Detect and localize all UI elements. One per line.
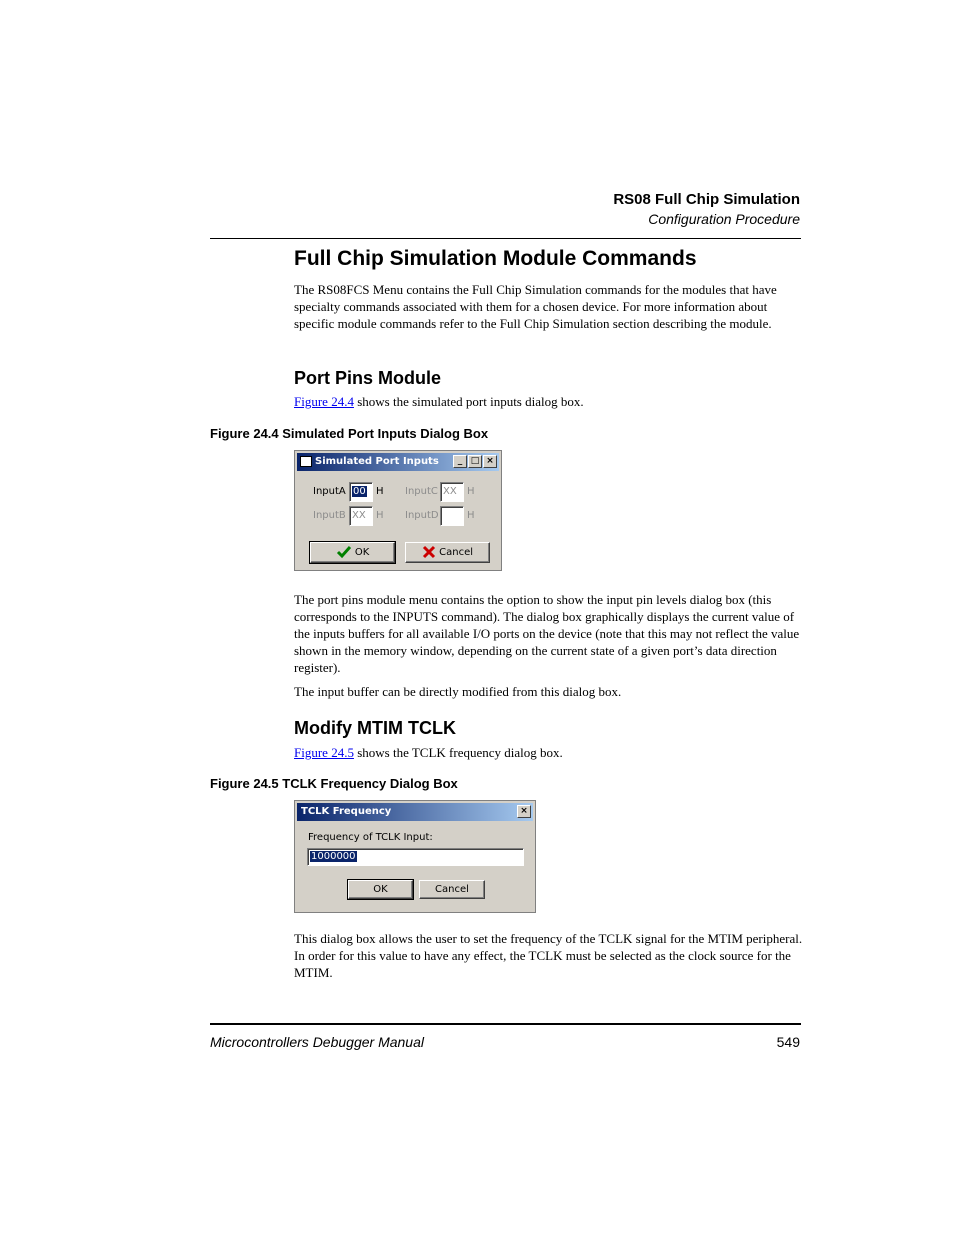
input-d-field[interactable] xyxy=(440,506,464,526)
frequency-input[interactable] xyxy=(307,848,524,866)
ok-button[interactable]: OK xyxy=(348,880,413,899)
footer-rule xyxy=(210,1023,801,1025)
dialog-titlebar[interactable] xyxy=(297,803,533,821)
port-pins-fig-ref xyxy=(294,393,804,410)
x-icon xyxy=(422,545,436,559)
cancel-button[interactable] xyxy=(405,542,490,563)
port-pins-paragraph-1: The port pins module menu contains the option to show the input pin levels dialog box (this corresponds to the INPUTS command). The dialog box graphically displays the current value of the inputs buffers for all available I/O ports on the device (note that this may not reflect the value shown in the memory window, depending on the current state of a given port’s data direction register). xyxy=(294,592,800,675)
maximize-icon[interactable]: □ xyxy=(468,455,482,468)
page-heading: Full Chip Simulation Module Commands xyxy=(294,247,697,270)
mtim-heading: Modify MTIM TCLK xyxy=(294,718,456,738)
intro-paragraph: The RS08FCS Menu contains the Full Chip Simulation commands for the modules that have specialty commands associated with them for a chosen device. For more information about specific module commands refer to the Full Chip Simulation section describing the module. xyxy=(294,282,777,331)
chapter-title: RS08 Full Chip Simulation xyxy=(613,191,800,208)
port-pins-paragraph-2: The input buffer can be directly modified from this dialog box. xyxy=(294,684,622,699)
dialog-titlebar[interactable] xyxy=(297,453,499,471)
figure-24-4-caption: Figure 24.4 Simulated Port Inputs Dialog Box xyxy=(210,426,489,441)
dialog-title: TCLK Frequency xyxy=(301,806,392,817)
ok-label: OK xyxy=(354,547,370,558)
tclk-frequency-dialog xyxy=(294,800,536,913)
input-c-unit: H xyxy=(467,486,475,497)
input-d-unit: H xyxy=(467,510,475,521)
input-a-field[interactable] xyxy=(349,482,373,502)
fig-ref-text: shows the TCLK frequency dialog box. xyxy=(353,745,563,760)
mtim-fig-ref xyxy=(294,744,804,761)
input-a-label: InputA xyxy=(313,486,346,497)
figure-24-5-caption: Figure 24.5 TCLK Frequency Dialog Box xyxy=(210,776,458,791)
figure-24-4-link[interactable]: Figure 24.4 xyxy=(294,394,354,409)
section-title: Configuration Procedure xyxy=(648,211,800,227)
input-b-field[interactable]: XX xyxy=(349,506,373,526)
close-icon[interactable]: × xyxy=(517,805,531,818)
checkmark-icon xyxy=(336,545,352,559)
figure-24-5-link[interactable]: Figure 24.5 xyxy=(294,745,354,760)
input-b-unit: H xyxy=(376,510,384,521)
simulated-port-inputs-dialog xyxy=(294,450,502,571)
close-icon[interactable]: × xyxy=(483,455,497,468)
cancel-label: Cancel xyxy=(439,547,474,558)
mtim-paragraph: This dialog box allows the user to set the frequency of the TCLK signal for the MTIM peripheral. In order for this value to have any effect, the TCLK must be selected as the clock source for the MTIM. xyxy=(294,931,803,980)
input-b-label: InputB xyxy=(313,510,346,521)
fig-ref-text: shows the simulated port inputs dialog box. xyxy=(353,394,584,409)
port-pins-heading: Port Pins Module xyxy=(294,368,442,388)
window-icon xyxy=(300,456,312,467)
ok-button[interactable] xyxy=(310,542,395,563)
frequency-value: 1000000 xyxy=(311,851,356,862)
input-a-unit: H xyxy=(376,486,384,497)
input-c-field[interactable]: XX xyxy=(440,482,464,502)
minimize-icon[interactable]: _ xyxy=(453,455,467,468)
input-c-label: InputC xyxy=(405,486,438,497)
manual-title: Microcontrollers Debugger Manual xyxy=(210,1034,424,1050)
page-number: 549 xyxy=(776,1034,800,1050)
input-d-label: InputD xyxy=(405,510,439,521)
input-a-value: 00 xyxy=(353,486,366,497)
dialog-title: Simulated Port Inputs xyxy=(315,456,439,467)
frequency-label: Frequency of TCLK Input: xyxy=(308,832,433,843)
cancel-button[interactable]: Cancel xyxy=(419,880,485,899)
header-rule xyxy=(210,238,801,239)
